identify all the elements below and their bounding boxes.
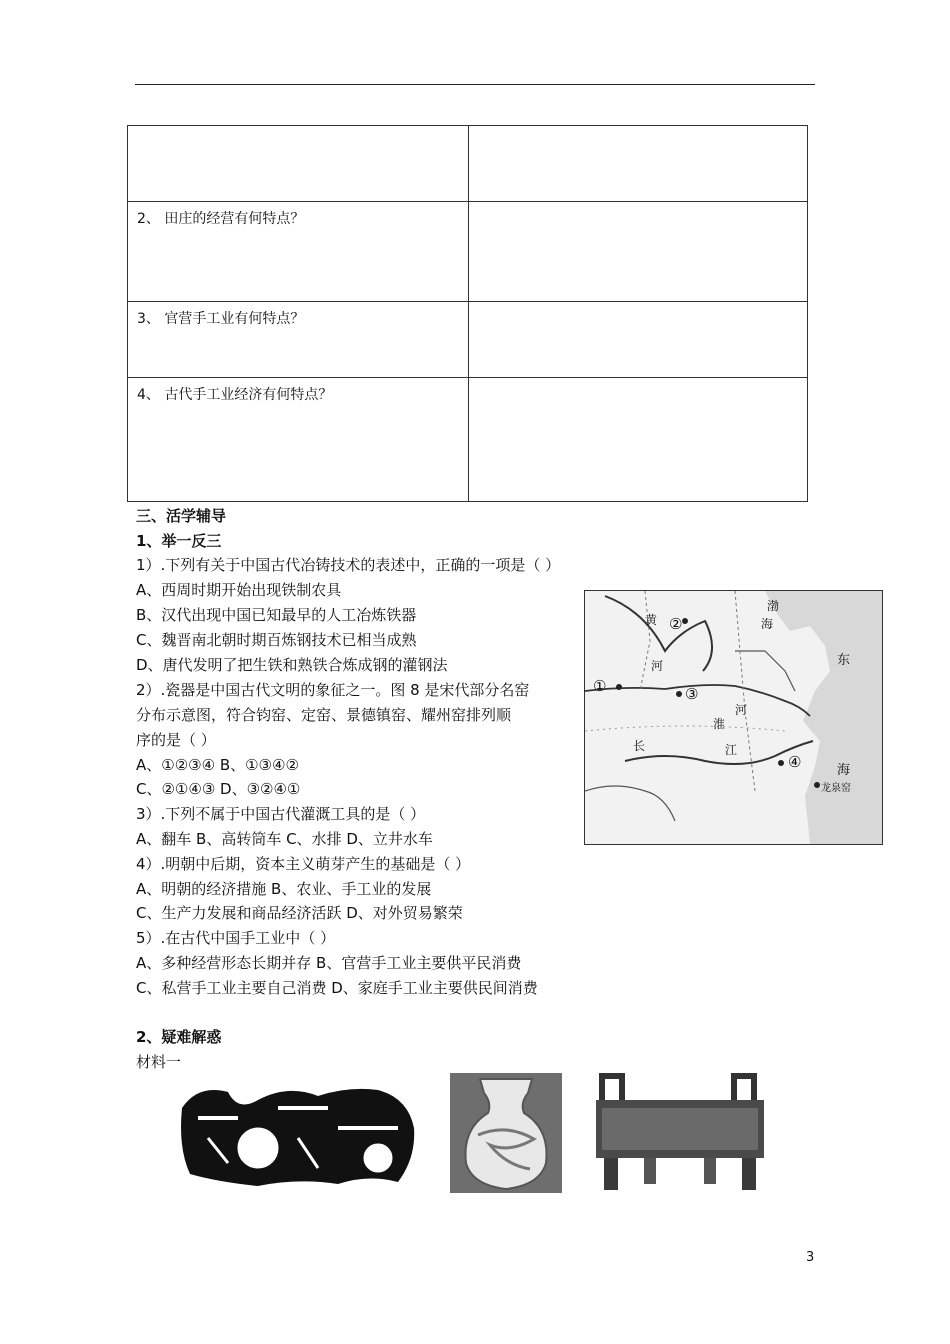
q2-stem-3: 序的是（ ）: [136, 731, 216, 749]
q2-stem-1: 2）.瓷器是中国古代文明的象征之一。图 8 是宋代部分名窑: [136, 681, 530, 699]
q1-option-c: C、魏晋南北朝时期百炼钢技术已相当成熟: [136, 631, 417, 649]
map-drawing: [585, 591, 882, 844]
kiln-map: [584, 590, 883, 845]
q4-options-ab: A、明朝的经济措施 B、农业、手工业的发展: [136, 880, 432, 898]
map-label: 龙泉窑: [821, 783, 851, 794]
kiln-marker: ④: [788, 753, 802, 771]
header-rule: [135, 84, 815, 85]
section-title: 三、活学辅导: [136, 507, 227, 525]
map-label: 长: [633, 739, 646, 753]
q1-option-b: B、汉代出现中国已知最早的人工冶炼铁器: [136, 606, 417, 624]
map-label: 渤: [767, 599, 780, 613]
page-number: 3: [806, 1250, 815, 1265]
map-label: 海: [837, 763, 851, 778]
q2-options-ab: A、①②③④ B、①③④②: [136, 756, 299, 774]
question-cell: 3、 官营手工业有何特点？: [128, 302, 469, 378]
q1-option-d: D、唐代发明了把生铁和熟铁合炼成钢的灌钢法: [136, 656, 448, 674]
q5-stem: 5）.在古代中国手工业中（ ）: [136, 929, 336, 947]
subsection-title: 2、疑难解惑: [136, 1028, 222, 1046]
q5-options-ab: A、多种经营形态长期并存 B、官营手工业主要供平民消费: [136, 954, 522, 972]
answer-cell[interactable]: [469, 202, 808, 302]
material-label: 材料一: [136, 1053, 182, 1071]
answer-cell[interactable]: [469, 302, 808, 378]
map-label: 淮: [713, 717, 726, 731]
map-label: 黄: [645, 613, 658, 627]
q3-options: A、翻车 B、高转筒车 C、水排 D、立井水车: [136, 830, 433, 848]
map-label: 河: [651, 659, 664, 673]
q2-stem-2: 分布示意图，符合钧窑、定窑、景德镇窑、耀州窑排列顺: [136, 706, 512, 724]
table-row: [128, 378, 808, 502]
kiln-marker: ③: [685, 685, 699, 703]
map-label: 江: [725, 743, 738, 757]
chariot-rubbing-image: [178, 1078, 418, 1190]
table-row: [128, 126, 808, 202]
q1-stem: 1）.下列有关于中国古代冶铸技术的表述中，正确的一项是（ ）: [136, 556, 561, 574]
answer-cell[interactable]: [469, 126, 808, 202]
table-row: [128, 202, 808, 302]
table-row: [128, 302, 808, 378]
map-label: 东: [837, 653, 851, 668]
q4-options-cd: C、生产力发展和商品经济活跃 D、对外贸易繁荣: [136, 904, 463, 922]
bronze-ding-image: [588, 1072, 798, 1194]
question-cell: 2、 田庄的经营有何特点？: [128, 202, 469, 302]
q3-stem: 3）.下列不属于中国古代灌溉工具的是（ ）: [136, 805, 426, 823]
subsection-title: 1、举一反三: [136, 532, 222, 550]
question-cell: 4、 古代手工业经济有何特点？: [128, 378, 469, 502]
porcelain-vase-image: [450, 1073, 562, 1193]
q5-options-cd: C、私营手工业主要自己消费 D、家庭手工业主要供民间消费: [136, 979, 538, 997]
kiln-marker: ①: [593, 677, 607, 695]
map-label: 海: [761, 617, 774, 631]
q2-options-cd: C、②①④③ D、③②④①: [136, 780, 301, 798]
q4-stem: 4）.明朝中后期，资本主义萌芽产生的基础是（ ）: [136, 855, 471, 873]
question-cell: [128, 126, 469, 202]
map-label: 河: [735, 703, 748, 717]
q1-option-a: A、西周时期开始出现铁制农具: [136, 581, 342, 599]
question-table: [127, 125, 808, 502]
answer-cell[interactable]: [469, 378, 808, 502]
kiln-marker: ②: [669, 615, 683, 633]
